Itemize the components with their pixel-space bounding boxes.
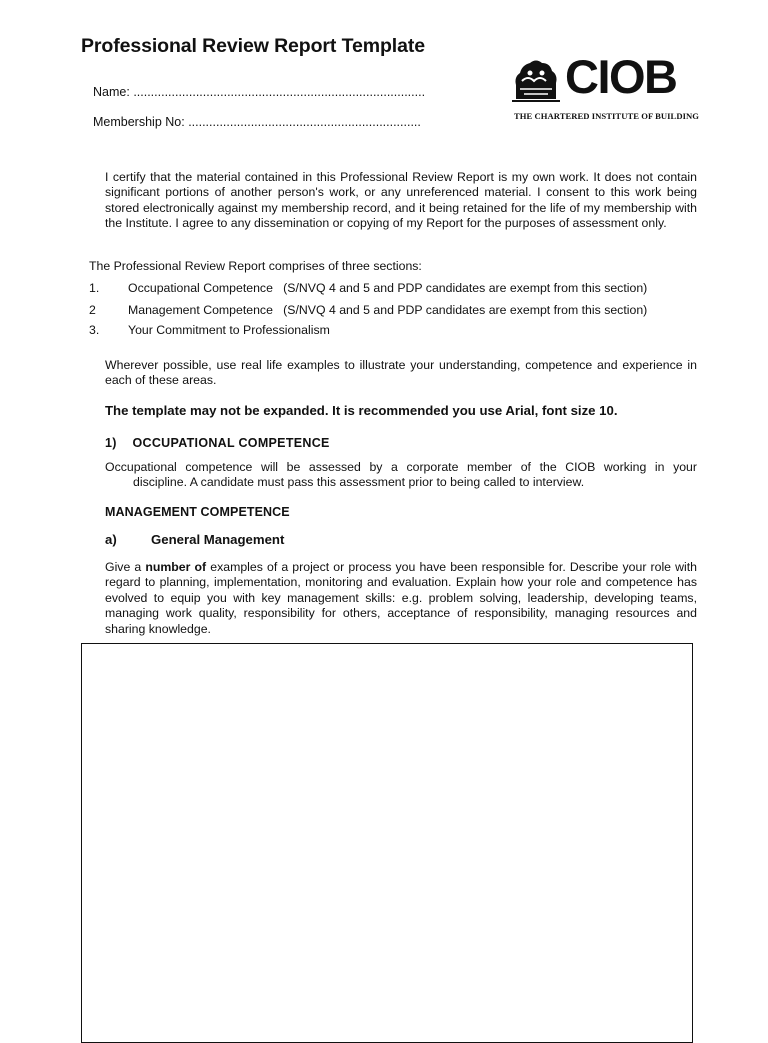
general-management-heading (105, 532, 285, 547)
list-item-number: 3. (89, 323, 100, 337)
name-label: Name: (93, 85, 130, 99)
section-number: 1) (105, 436, 117, 450)
list-item-label: Occupational Competence (128, 281, 273, 295)
membership-dots: ................................................................... (188, 115, 421, 129)
subsection-number: a) (105, 532, 117, 547)
membership-label: Membership No: (93, 115, 185, 129)
management-heading: MANAGEMENT COMPETENCE (105, 505, 290, 519)
gm-text-bold: number of (145, 560, 207, 574)
occupational-text-line: Occupational competence will be assessed by a corporate member of the CIOB working in your (105, 460, 697, 474)
subsection-title: General Management (151, 532, 285, 547)
gm-text-prefix: Give a (105, 560, 146, 574)
gm-text-rest: examples of a project or process you have been responsible for. Describe your role with regard to planning, implementation, monitoring and evaluation. Explain how your role and competence has evolved to equip you with key management skills: e.g. problem solving, leadership, developing teams, managing work quality, responsibility for others, acceptance of responsibility, managing resources and sharing knowledge. (105, 560, 697, 636)
lion-crest-icon (510, 55, 562, 107)
occupational-heading (105, 436, 330, 450)
ciob-wordmark: CIOB (565, 50, 677, 103)
answer-textbox[interactable] (81, 643, 693, 1043)
list-item-note: (S/NVQ 4 and 5 and PDP candidates are exempt from this section) (283, 303, 648, 317)
template-warning: The template may not be expanded. It is recommended you use Arial, font size 10. (105, 403, 618, 418)
list-item-number: 1. (89, 281, 100, 295)
occupational-text-line: discipline. A candidate must pass this assessment prior to being called to interview. (133, 475, 585, 490)
section-title: OCCUPATIONAL COMPETENCE (132, 436, 330, 450)
certification-text: I certify that the material contained in this Professional Review Report is my own work. It does not contain significant portions of another person's work, or any unreferenced material. I consent to this work being stored electronically against my membership record, and it being retained for the life of my membership with the Institute. I agree to any dissemination or copying of my Report for the purposes of assessment only. (105, 170, 697, 231)
general-management-text (105, 560, 697, 637)
membership-field[interactable] (93, 115, 421, 129)
name-field[interactable] (93, 85, 425, 99)
list-item-number: 2 (89, 303, 96, 317)
examples-note: Wherever possible, use real life examples to illustrate your understanding, competence and experience in each of these areas. (105, 358, 697, 388)
name-dots: .................................................................................... (133, 85, 426, 99)
list-item-label: Your Commitment to Professionalism (128, 323, 330, 337)
list-item-note: (S/NVQ 4 and 5 and PDP candidates are exempt from this section) (283, 281, 648, 295)
ciob-subtitle: THE CHARTERED INSTITUTE OF BUILDING (514, 111, 699, 121)
occupational-text (105, 460, 697, 491)
list-item-label: Management Competence (128, 303, 273, 317)
ciob-logo (510, 50, 700, 125)
page-title: Professional Review Report Template (81, 35, 425, 57)
sections-intro: The Professional Review Report comprises of three sections: (89, 259, 422, 273)
